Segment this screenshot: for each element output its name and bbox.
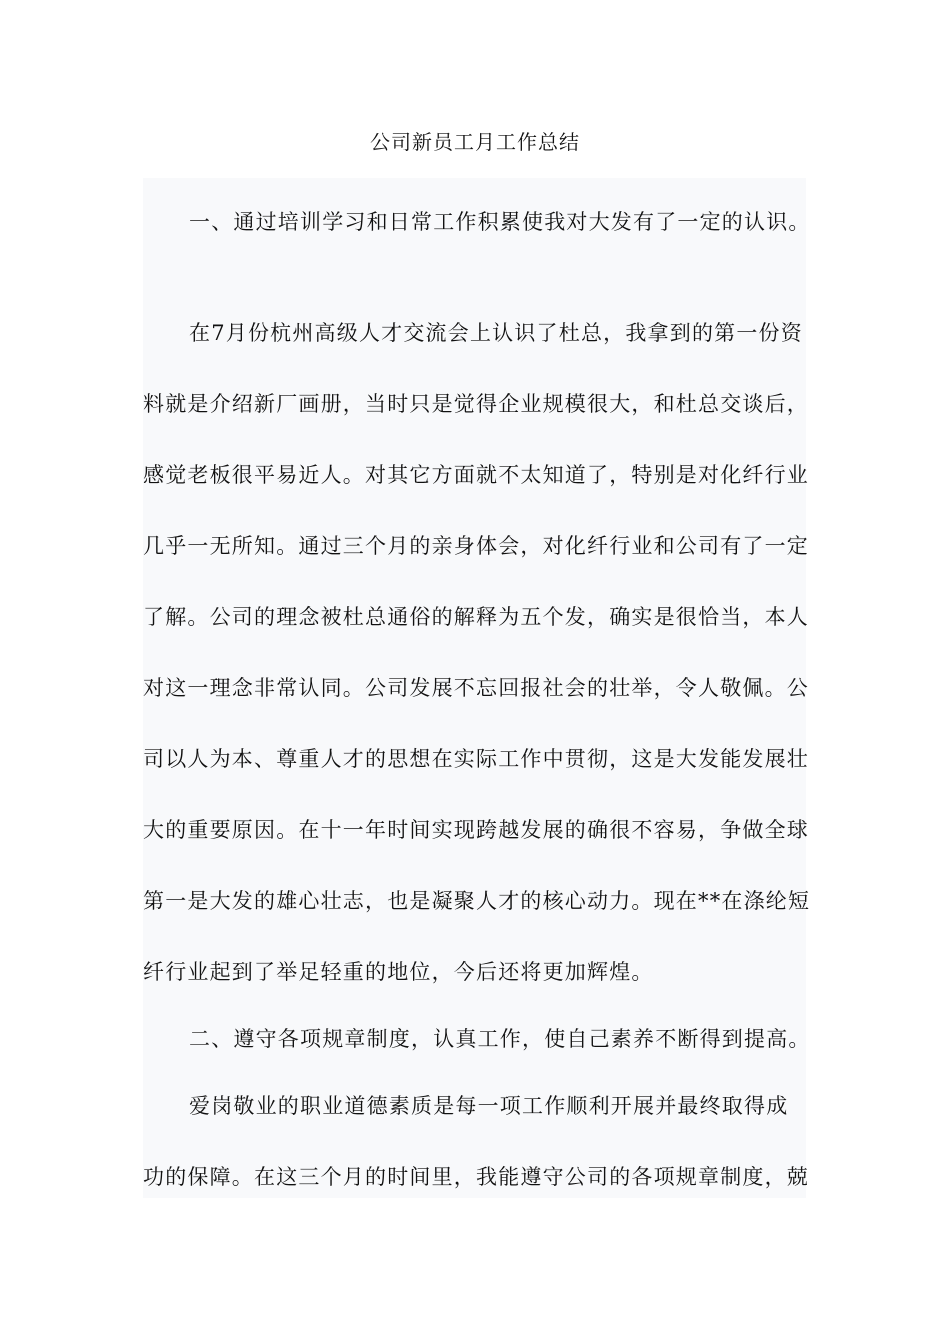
paragraph-line: 大的重要原因。在十一年时间实现跨越发展的确很不容易，争做全球 [143,818,809,842]
paragraph-first-line: 二、遵守各项规章制度，认真工作，使自己素养不断得到提高。 [189,1027,811,1051]
document-body [143,178,811,1198]
paragraph-first-line: 在7月份杭州高级人才交流会上认识了杜总，我拿到的第一份资 [189,321,803,345]
paragraph-first-line: 一、通过培训学习和日常工作积累使我对大发有了一定的认识。 [189,210,811,234]
paragraph-line: 几乎一无所知。通过三个月的亲身体会，对化纤行业和公司有了一定 [143,534,809,558]
paragraph-first-line: 爱岗敬业的职业道德素质是每一项工作顺利开展并最终取得成 [189,1094,789,1118]
paragraph-line: 料就是介绍新厂画册，当时只是觉得企业规模很大，和杜总交谈后， [143,392,809,416]
document-title: 公司新员工月工作总结 [370,130,580,154]
paragraph-line: 了解。公司的理念被杜总通俗的解释为五个发，确实是很恰当，本人 [143,605,809,629]
paragraph-line: 纤行业起到了举足轻重的地位，今后还将更加辉煌。 [143,960,654,984]
paragraph-line: 第一是大发的雄心壮志，也是凝聚人才的核心动力。现在**在涤纶短 [143,889,811,913]
paragraph-line: 功的保障。在这三个月的时间里，我能遵守公司的各项规章制度，兢 [143,1165,809,1189]
paragraph-line: 对这一理念非常认同。公司发展不忘回报社会的壮举，令人敬佩。公 [143,676,809,700]
paragraph-line: 司以人为本、尊重人才的思想在实际工作中贯彻，这是大发能发展壮 [143,747,809,771]
paragraph-line: 感觉老板很平易近人。对其它方面就不太知道了，特别是对化纤行业 [143,463,809,487]
